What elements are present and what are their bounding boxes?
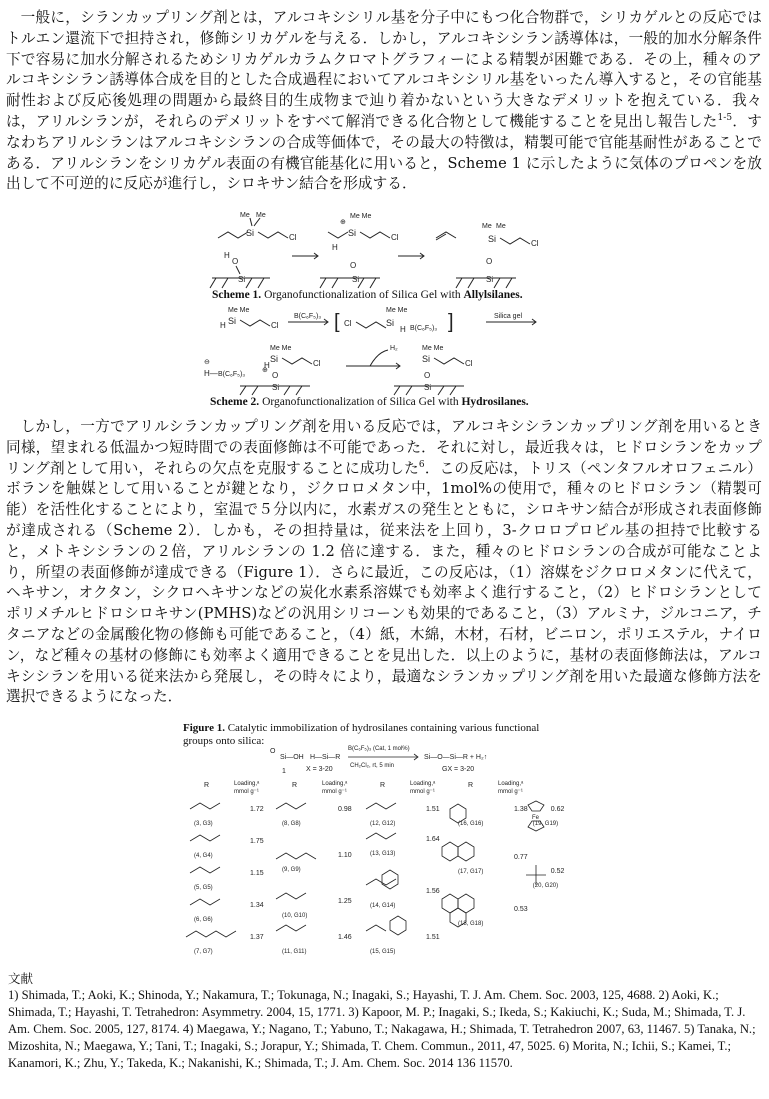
paragraph-1-text: 一般に，シランカップリング剤とは，アルコキシシリル基を分子中にもつ化合物群で，シリカゲルとの反応ではトルエン還流下で担持され，修飾シリカゲルを与える．しかし，アルコキシシラン誘導体は，一般的加水分解条件下で容易に加水分解されるためシリカゲルカラムクロマトグラフィーによる精製が困難である．その上，種々のアルコキシシラン誘導体合成を目的とした合成過程においてアルコキシシリル基をいったん導入すると，その官能基耐性および反応後処理の問題から最終目的生成物まで辿り着かないという大きなデメリットを抱えている．我々は，アリルシランが，それらのデメリットをすべて解消できる化合物として機能することを見出し報告した <box>6 9 762 130</box>
figure-1-loading-value: 0.62 <box>550 806 565 813</box>
figure-1-col-unit: mmol g⁻¹ <box>322 789 347 795</box>
svg-text:Si: Si <box>228 316 237 326</box>
scheme-2-caption <box>210 396 529 408</box>
figure-1-compound-id: (3, G3) <box>194 821 213 827</box>
svg-text:Fe: Fe <box>532 815 540 821</box>
figure-1-loading-value: 1.37 <box>250 934 264 941</box>
figure-1-gx-range: GX = 3-20 <box>442 766 475 773</box>
figure-1-compound-id: (4, G4) <box>194 853 213 859</box>
figure-1-compound-id: (8, G8) <box>282 821 301 827</box>
svg-text:Si: Si <box>486 275 494 284</box>
figure-1-compound-id: (7, G7) <box>194 949 213 955</box>
svg-text:[: [ <box>334 311 340 333</box>
figure-1-loading-value: 1.51 <box>426 934 440 941</box>
figure-1-compound-id: (14, G14) <box>370 903 396 909</box>
svg-text:H: H <box>224 251 230 260</box>
svg-text:Si: Si <box>348 228 357 238</box>
figure-1-col-loading: Loading,ᵃ <box>410 781 436 787</box>
paragraph-2 <box>6 417 762 708</box>
figure-1-col-r: R <box>380 782 386 789</box>
svg-text:H—Si—R: H—Si—R <box>310 754 341 761</box>
figure-1-compound-id: (18, G18) <box>458 921 484 927</box>
svg-text:Cl: Cl <box>289 233 297 242</box>
figure-1-loading-value: 1.72 <box>250 806 264 813</box>
scheme-1-caption-bold: Allylsilanes. <box>463 289 523 301</box>
figure-1-cond-2: CH₂Cl₂, rt, 5 min <box>350 763 394 769</box>
svg-text:Me: Me <box>256 212 266 219</box>
scheme-2-boron: B(C₆F₅)₃ <box>218 371 246 378</box>
figure-1-loading-value: 0.53 <box>514 906 528 913</box>
svg-text:O: O <box>270 748 276 755</box>
svg-text:H: H <box>220 321 226 330</box>
scheme-2-caption-text: Organofunctionalization of Silica Gel with <box>259 396 462 408</box>
svg-text:O: O <box>486 257 493 266</box>
svg-text:H: H <box>400 325 406 334</box>
scheme-2-graphic <box>200 306 600 396</box>
figure-1-compound-id: (6, G6) <box>194 917 213 923</box>
citation-1-5: 1-5 <box>717 113 733 124</box>
scheme-1-graphic <box>200 208 600 290</box>
figure-1-x-range: X = 3-20 <box>306 766 333 773</box>
paragraph-1-tail: ．すなわちアリルシランはアルコキシシランの合成等価体で，その最大の特徴は，精製可能で官能基耐性があることである．アリルシランをシリカゲル表面の有機官能基化に用いると，Scheme 1 に示したように気体のプロペンを放出して不可逆的に反応が進行し，シロキサン結合を形成する． <box>6 112 762 193</box>
svg-text:Cl: Cl <box>344 319 352 328</box>
figure-1-loading-value: 0.52 <box>550 868 565 875</box>
svg-text:Si: Si <box>238 275 246 284</box>
figure-1-compound-id: (10, G10) <box>282 913 308 919</box>
figure-1-caption-line-2: groups onto silica: <box>183 735 265 747</box>
figure-1-compound-id: (13, G13) <box>370 851 396 857</box>
figure-1-loading-value: 0.77 <box>514 854 528 861</box>
citation-6: 6 <box>418 459 425 470</box>
figure-1-loading-value: 1.25 <box>338 898 352 905</box>
svg-text:O: O <box>232 257 239 266</box>
scheme-2-caption-bold: Hydrosilanes. <box>461 396 529 408</box>
references-text: 1) Shimada, T.; Aoki, K.; Shinoda, Y.; Nakamura, T.; Tokunaga, N.; Inagaki, S.; Hayashi, T. J. Am. Chem. Soc. 2003, 125, 4688. 2) Aoki, K.; Shimada, T.; Hayashi, T. Tetrahedron: Asymmetry. 2004, 15, 1771. 3) Kapoor, M. P.; Inagaki, S.; Ikeda, S.; Kakiuchi, K.; Suda, M.; Shimada, T. J. Am. Chem. Soc. 2005, 127, 8174. 4) Maegawa, Y.; Nagano, T.; Yabuno, T.; Nakagawa, H.; Shimada, T. Tetrahedron 2007, 63, 11467. 5) Tanaka, N.; Mizoshita, N.; Maegawa, Y.; Tani, T.; Inagaki, S.; Jorapur, Y.; Shimada, T. Chem. Commun., 2011, 47, 5025. 6) Morita, N.; Ichii, S.; Kamei, T.; Kanamori, K.; Zhu, Y.; Takeda, K.; Nakanishi, K.; Shimada, T.; J. Am. Chem. Soc. 2014 136 11570. <box>8 988 756 1070</box>
scheme-2-label: Scheme 2. <box>210 396 260 408</box>
figure-1-loading-value: 1.64 <box>426 836 440 843</box>
figure-1-loading-value: 1.46 <box>338 934 352 941</box>
figure-1-compound-id: (15, G15) <box>370 949 396 955</box>
figure-1-col-r: R <box>292 782 298 789</box>
figure-1-cond-1: B(C₆F₅)₃ (Cat, 1 mol%) <box>348 746 410 752</box>
svg-text:Me Me: Me Me <box>386 307 408 314</box>
svg-text:O: O <box>272 371 279 380</box>
figure-1-col-unit: mmol g⁻¹ <box>498 789 523 795</box>
figure-1-col-loading: Loading,ᵃ <box>498 781 524 787</box>
svg-text:Me: Me <box>482 223 492 230</box>
figure-1-col-loading: Loading,ᵃ <box>322 781 348 787</box>
svg-text:Si: Si <box>422 354 431 364</box>
svg-text:Me Me: Me Me <box>228 307 250 314</box>
paragraph-2-text: しかし，一方でアリルシランカップリング剤を用いる反応では，アルコキシシランカップリング剤を用いるとき同様，望まれる低温かつ短時間での表面修飾は不可能であった．それに対し，最近我々は，ヒドロシランをカップリング剤として用い，それらの欠点を克服することに成功した <box>6 418 762 477</box>
svg-text:]: ] <box>448 311 454 333</box>
figure-1-loading-value: 1.75 <box>250 838 264 845</box>
svg-text:H: H <box>264 361 270 370</box>
svg-text:Cl: Cl <box>391 233 399 242</box>
svg-text:Si: Si <box>352 275 360 284</box>
figure-1-compound-id: (9, G9) <box>282 867 301 873</box>
figure-1-compound-id: (17, G17) <box>458 869 484 875</box>
svg-text:Me Me: Me Me <box>422 345 444 352</box>
figure-1-loading-value: 0.98 <box>338 806 352 813</box>
scheme-1-caption <box>212 289 523 301</box>
svg-text:Cl: Cl <box>313 359 321 368</box>
figure-1-compound-id: (11, G11) <box>282 949 307 955</box>
svg-text:⊕: ⊕ <box>340 219 346 226</box>
figure-1-loading-value: 1.38 <box>514 806 528 813</box>
figure-1-col-r: R <box>468 782 474 789</box>
svg-text:H: H <box>332 243 338 252</box>
figure-1-graphic <box>180 735 600 960</box>
svg-text:Si: Si <box>424 383 432 392</box>
scheme-2-reagent-2: Silica gel <box>494 313 523 320</box>
figure-1-col-loading: Loading,ᵃ <box>234 781 260 787</box>
svg-text:⊕: ⊕ <box>262 367 268 374</box>
svg-text:Si: Si <box>488 234 497 244</box>
scheme-2-h2: H₂ <box>390 345 398 352</box>
paragraph-2-tail: ．この反応は，トリス（ペンタフルオロフェニル）ボランを触媒として用いることが鍵となり，ジクロロメタン中，1mol%の使用で，種々のヒドロシラン（精製可能）を活性化することにより，室温で５分以内に，水素ガスの発生とともに，シロキサン結合が形成され表面修飾が達成される（Scheme 2）．しかも，その担持量は，従来法を上回り，3-クロロプロピル基の担持で比較すると，メトキシシランの２倍，アリルシランの 1.2 倍に達する．また，種々のヒドロシランの合成が可能なことより，所望の表面修飾が達成できる（Figure 1）．さらに最近，この反応は，（1）溶媒をジクロロメタンに代えて，ヘキサン，オクタン，シクロヘキサンなどの炭化水素系溶媒でも効率よく進行すること，（2）ヒドロシランとしてポリメチルヒドロシロキサン(PMHS)などの汎用シリコーンも効果的であること，（3）アルミナ，ジルコニア，チタニアなどの金属酸化物の修飾も可能であること，（4）紙，木綿，木材，石材，ビニロン，ポリエステル，ナイロン，など種々の基材の修飾にも効率よく適用できることを見出した．以上のように，基材の表面修飾法は，アルコキシシランを用いる従来法から発展し，その時々により，最適なシランカップリング剤を用いた最適な修飾方法を選択できるようになった． <box>6 459 762 706</box>
figure-1-loading-value: 1.15 <box>250 870 264 877</box>
figure-1-compound-id: (16, G16) <box>458 821 484 827</box>
figure-1-col-r: R <box>204 782 210 789</box>
figure-1-compound-id: (19, G19) <box>532 821 559 827</box>
references-heading: 文献 <box>8 971 34 986</box>
svg-text:Si: Si <box>386 318 395 328</box>
svg-text:Si—OH: Si—OH <box>280 754 304 761</box>
svg-text:1: 1 <box>282 768 286 775</box>
svg-text:O: O <box>350 261 357 270</box>
scheme-1-label: Scheme 1. <box>212 289 262 301</box>
paragraph-1 <box>6 8 762 195</box>
svg-text:Cl: Cl <box>531 239 539 248</box>
figure-1-compound-id: (20, G20) <box>532 883 559 889</box>
scheme-2-reagent-1: B(C₆F₅)₃ <box>294 313 322 320</box>
svg-text:O: O <box>424 371 431 380</box>
svg-text:Cl: Cl <box>271 321 279 330</box>
svg-text:Me Me: Me Me <box>270 345 292 352</box>
svg-text:Me: Me <box>496 223 506 230</box>
references <box>8 970 760 1072</box>
figure-1-label: Figure 1. <box>183 722 225 734</box>
figure-1-loading-value: 1.34 <box>250 902 264 909</box>
svg-text:Me Me: Me Me <box>350 213 372 220</box>
svg-text:H—: H— <box>204 369 218 378</box>
svg-text:B(C₆F₅)₃: B(C₆F₅)₃ <box>410 325 438 332</box>
figure-1-compound-id: (12, G12) <box>370 821 396 827</box>
figure-1-loading-value: 1.56 <box>426 888 440 895</box>
svg-text:Si: Si <box>246 228 255 238</box>
figure-1-compound-id: (5, G5) <box>194 885 213 891</box>
scheme-1-caption-text: Organofunctionalization of Silica Gel with <box>261 289 464 301</box>
figure-1-col-unit: mmol g⁻¹ <box>410 789 435 795</box>
svg-text:Si: Si <box>270 354 279 364</box>
figure-1-loading-value: 1.51 <box>426 806 440 813</box>
figure-1-loading-value: 1.10 <box>338 852 352 859</box>
svg-text:Cl: Cl <box>465 359 473 368</box>
figure-1-col-unit: mmol g⁻¹ <box>234 789 259 795</box>
svg-text:Me: Me <box>240 212 250 219</box>
svg-text:Si—O—Si—R + H₂↑: Si—O—Si—R + H₂↑ <box>424 754 488 761</box>
figure-1-caption-line-1: Catalytic immobilization of hydrosilanes containing various functional <box>224 722 540 734</box>
svg-text:⊖: ⊖ <box>204 359 210 366</box>
svg-text:Si: Si <box>272 383 280 392</box>
